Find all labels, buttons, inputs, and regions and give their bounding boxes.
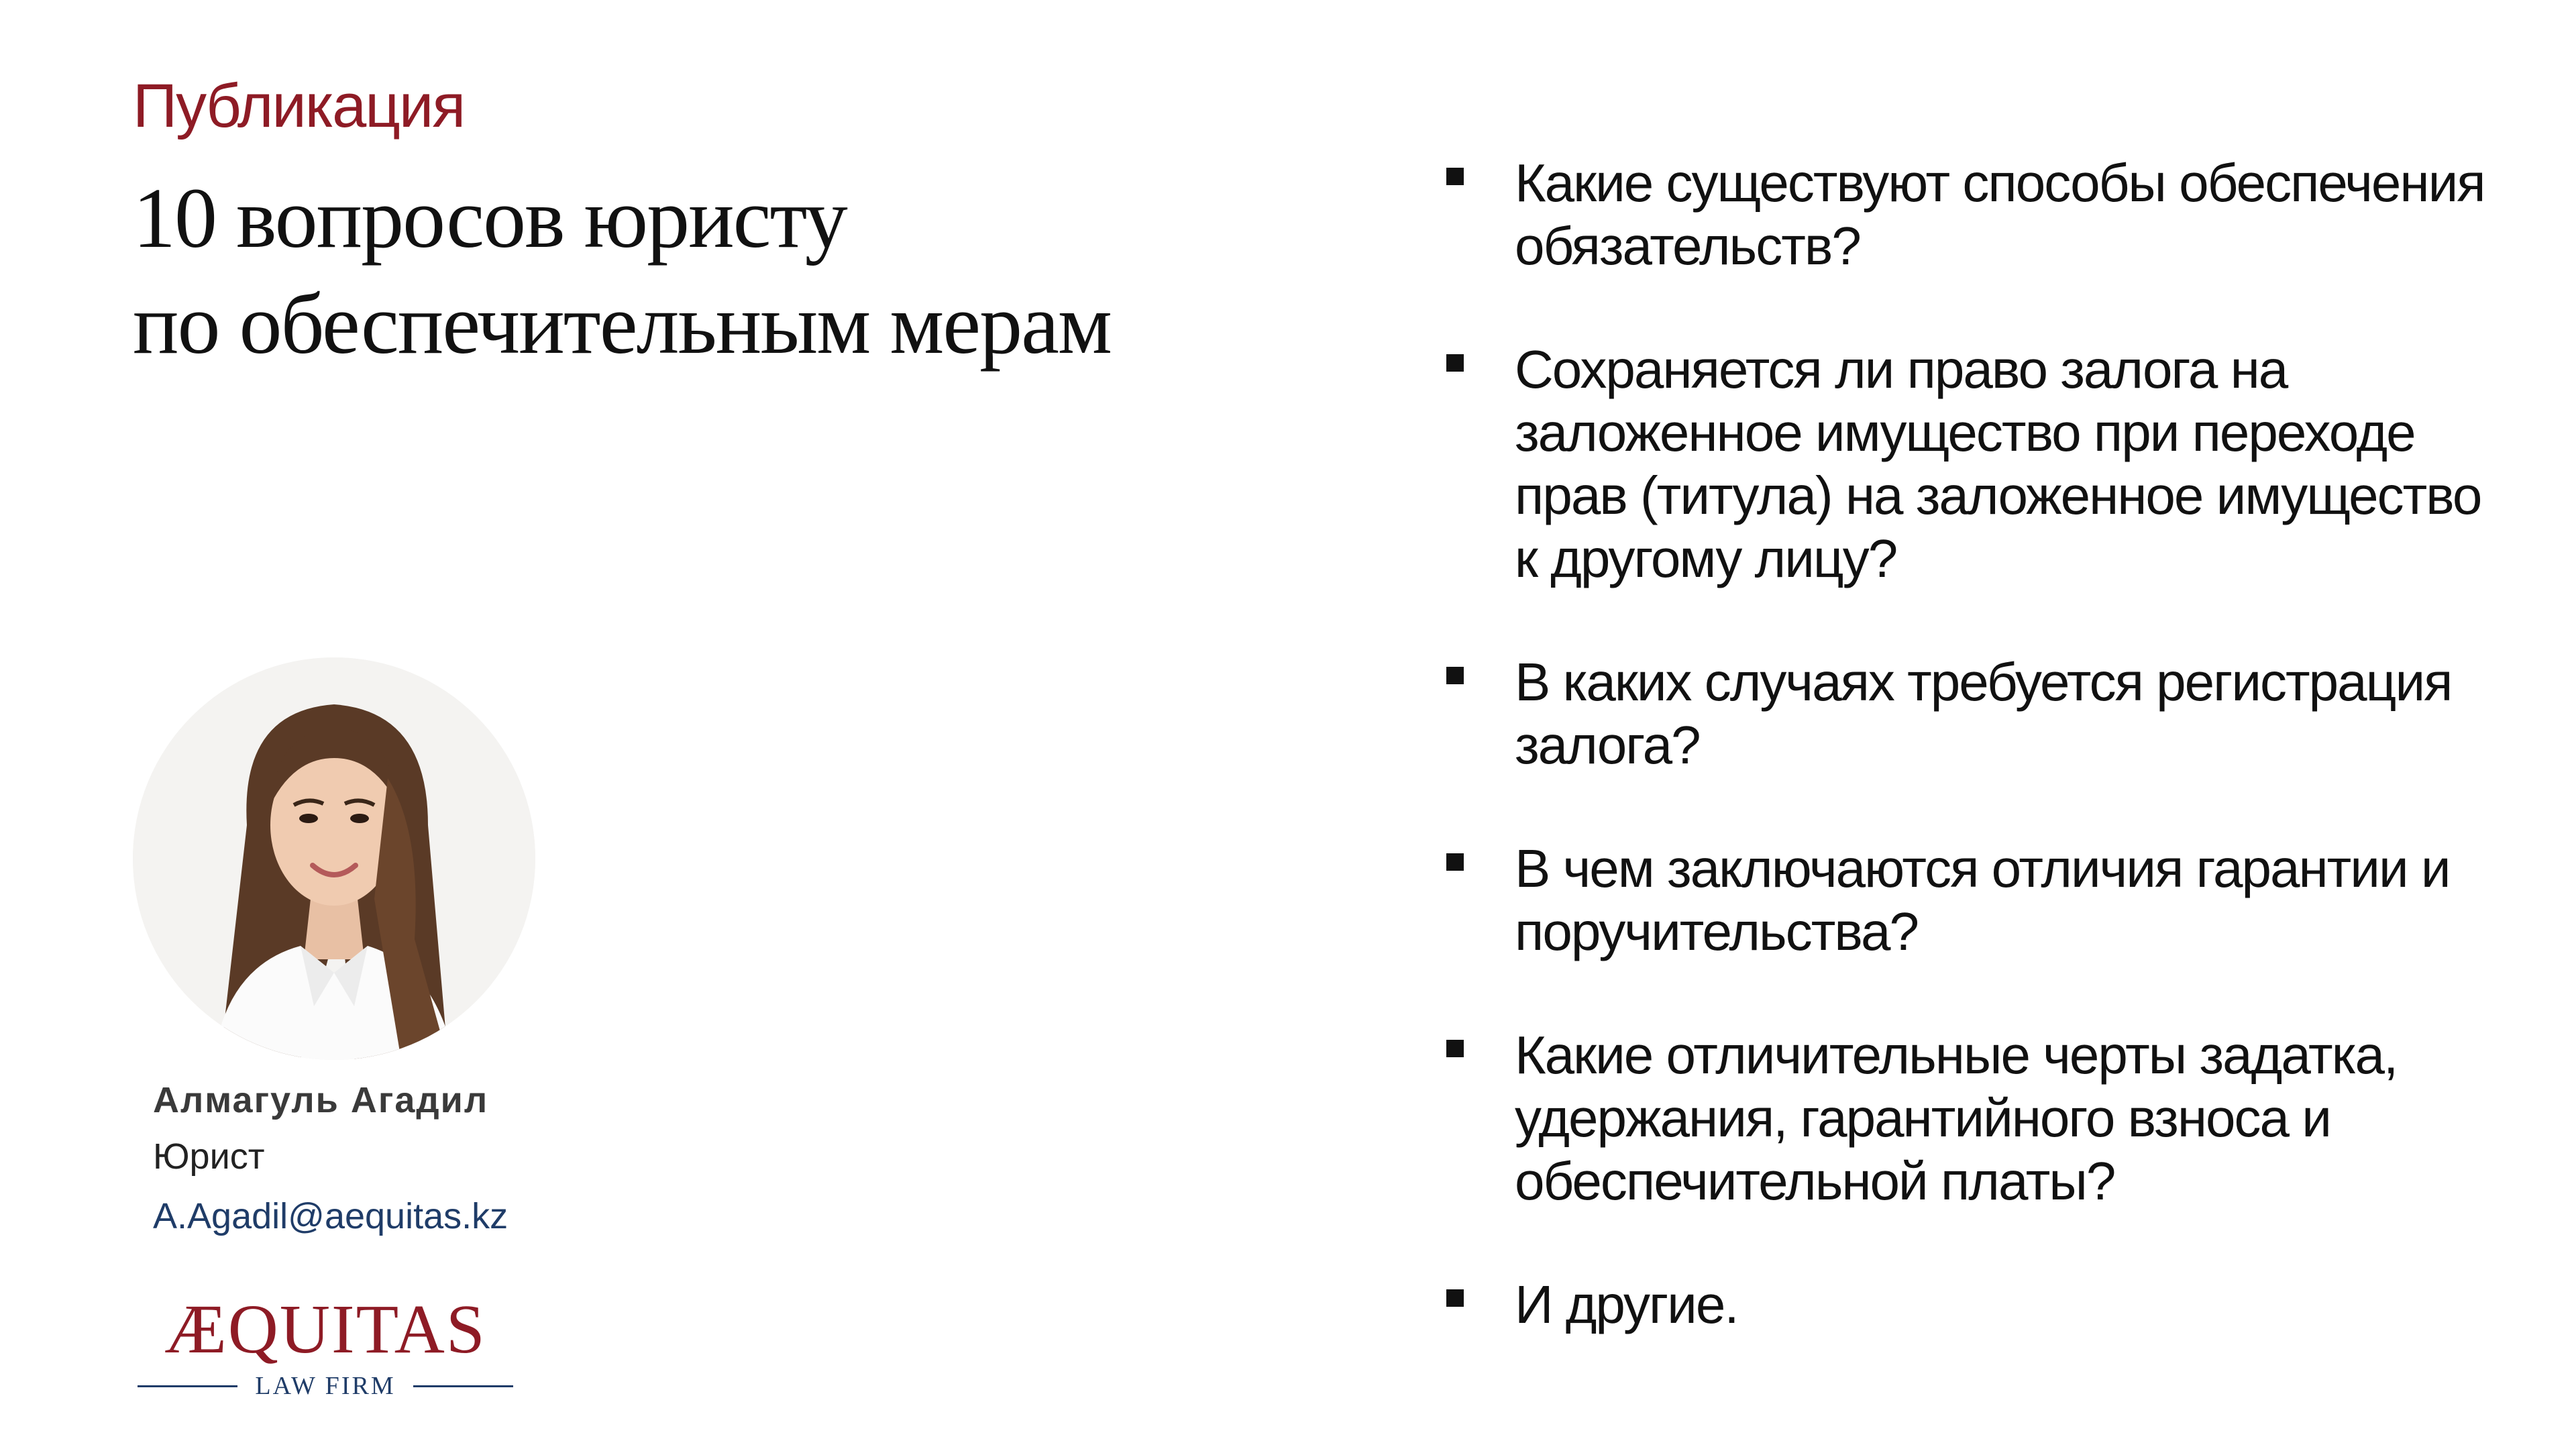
question-text: И другие. <box>1515 1275 1738 1334</box>
square-bullet-icon <box>1446 1289 1464 1307</box>
question-item <box>1442 1024 2516 1213</box>
square-bullet-icon <box>1446 853 1464 871</box>
logo-subtitle: LAW FIRM <box>255 1372 396 1400</box>
question-text: Сохраняется ли право залога на заложенное имущество при переходе прав (титула) на заложенное имущество к другому лицу? <box>1515 339 2481 588</box>
question-item <box>1442 338 2516 590</box>
author-role: Юрист <box>153 1136 265 1177</box>
title-line-2: по обеспечительным мерам <box>133 276 1111 372</box>
firm-logo <box>138 1291 513 1401</box>
question-item <box>1442 152 2516 278</box>
question-text: В чем заключаются отличия гарантии и поручительства? <box>1515 839 2450 961</box>
square-bullet-icon <box>1446 1040 1464 1057</box>
question-text: Какие отличительные черты задатка, удержания, гарантийного взноса и обеспечительной платы? <box>1515 1025 2398 1211</box>
title-line-1: 10 вопросов юристу <box>133 170 847 266</box>
author-email[interactable]: A.Agadil@aequitas.kz <box>153 1196 508 1236</box>
author-name: Алмагуль Агадил <box>153 1080 489 1120</box>
question-text: В каких случаях требуется регистрация залога? <box>1515 652 2452 775</box>
logo-subtitle-row <box>138 1371 513 1401</box>
author-info <box>153 1073 508 1246</box>
question-item <box>1442 651 2516 777</box>
question-item <box>1442 1273 2516 1336</box>
portrait-illustration <box>133 657 535 1060</box>
square-bullet-icon <box>1446 667 1464 684</box>
square-bullet-icon <box>1446 168 1464 185</box>
square-bullet-icon <box>1446 354 1464 372</box>
logo-divider-right <box>413 1385 513 1387</box>
logo-mark: ÆQUITAS <box>164 1291 486 1368</box>
author-photo <box>133 657 535 1060</box>
question-item <box>1442 837 2516 963</box>
question-text: Какие существуют способы обеспечения обязательств? <box>1515 153 2485 276</box>
page-title <box>133 165 1111 377</box>
section-kicker: Публикация <box>133 72 465 140</box>
question-list <box>1442 152 2516 1336</box>
logo-divider-left <box>138 1385 237 1387</box>
